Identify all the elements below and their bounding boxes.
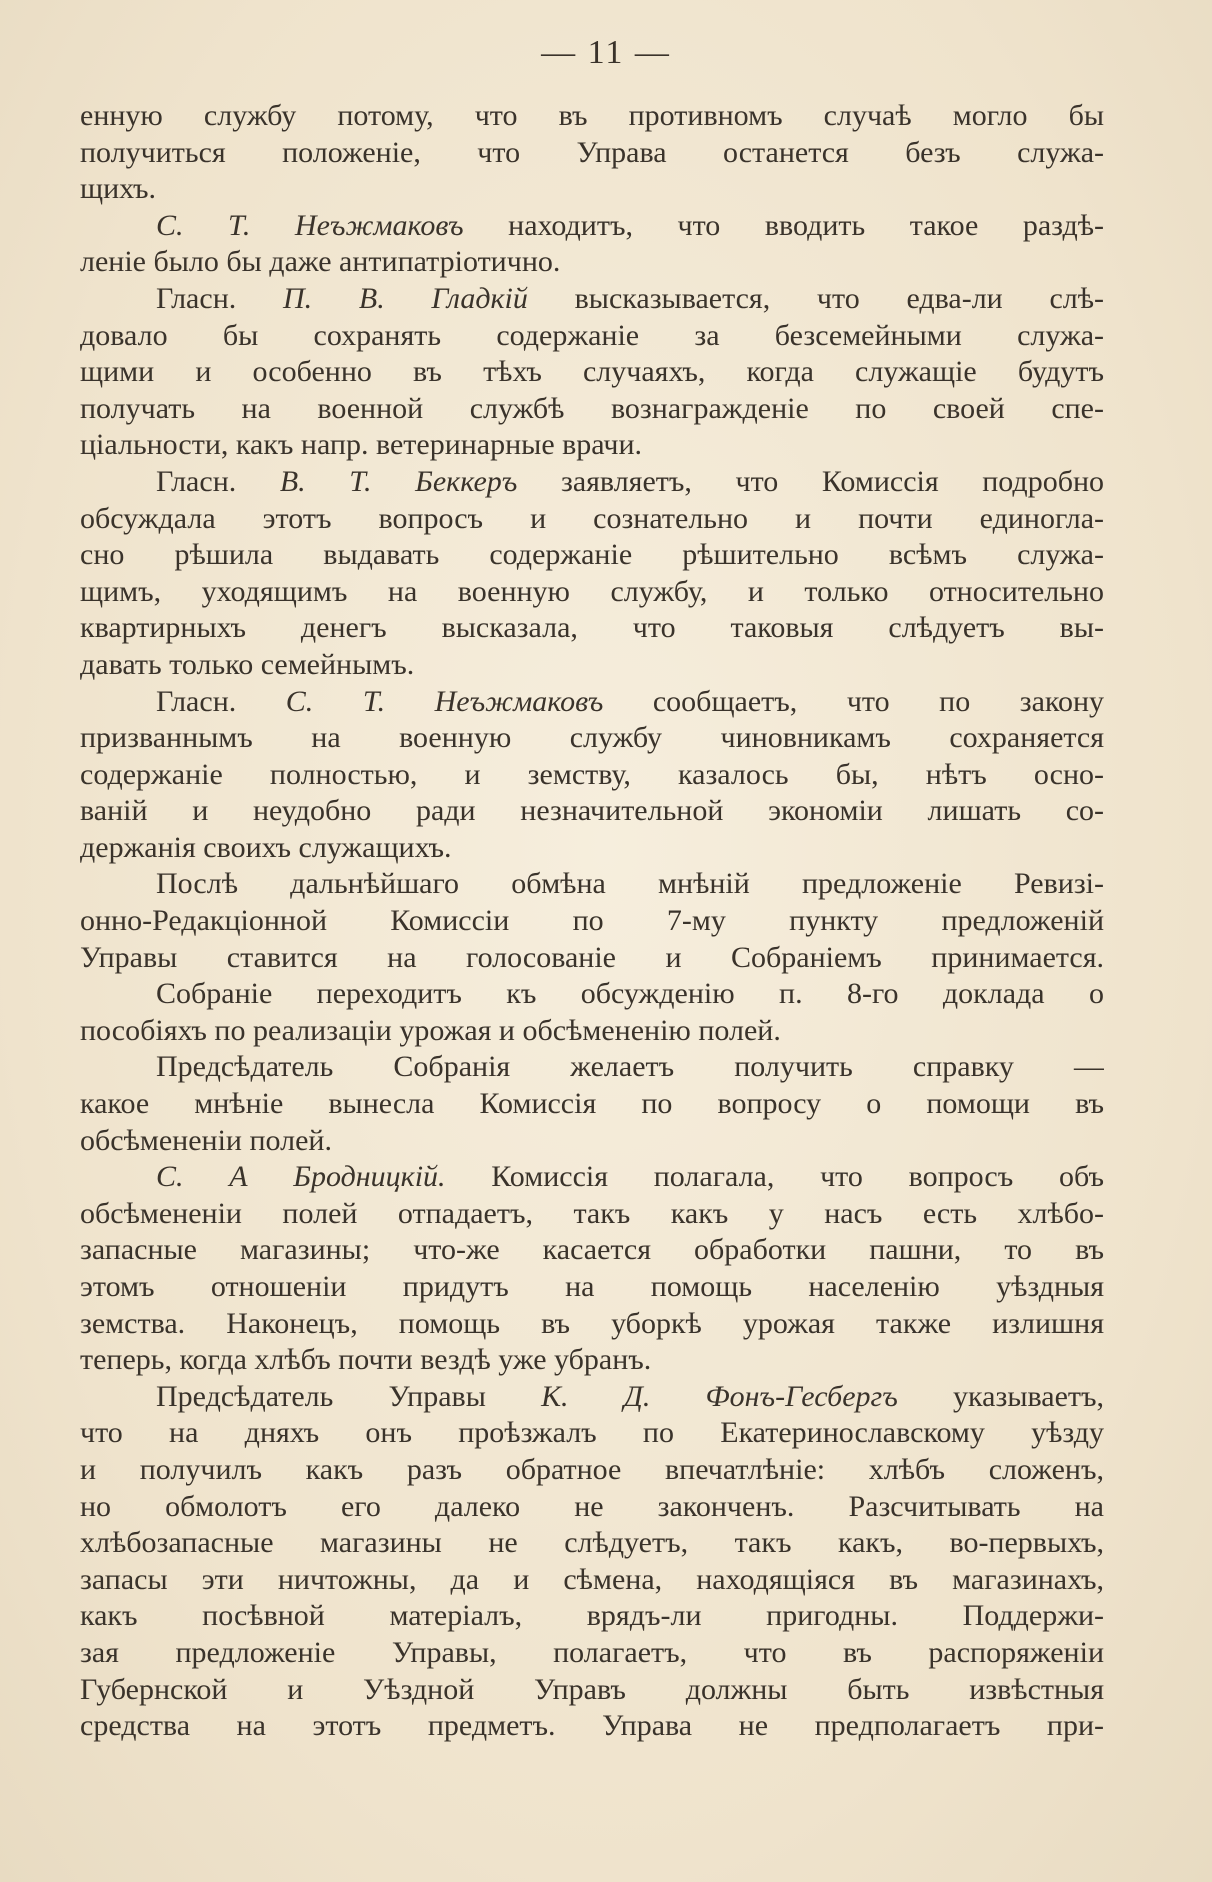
text-line: ваній и неудобно ради незначительной экономіи лишать со- bbox=[80, 794, 1104, 828]
paragraph-start: Предсѣдатель Управы К. Д. Фонъ-Гесбергъ указываетъ, bbox=[156, 1379, 1104, 1413]
text-line: получиться положеніе, что Управа останется безъ служа- bbox=[80, 135, 1104, 169]
speaker-name: Неъжмаковъ bbox=[294, 208, 464, 242]
text-line: призваннымъ на военную службу чиновникамъ сохраняется bbox=[80, 721, 1104, 755]
text-line: но обмолотъ его далеко не законченъ. Разсчитывать на bbox=[80, 1489, 1104, 1523]
paragraph-start: Гласн. В. Т. Беккеръ заявляетъ, что Комиссія подробно bbox=[156, 464, 1104, 498]
text-line: и получилъ какъ разъ обратное впечатлѣніе: хлѣбъ сложенъ, bbox=[80, 1452, 1104, 1486]
text-line: теперь, когда хлѣбъ почти вездѣ уже убранъ. bbox=[80, 1343, 652, 1377]
text-line: обсуждала этотъ вопросъ и сознательно и почти единогла- bbox=[80, 501, 1104, 535]
paragraph-start: Послѣ дальнѣйшаго обмѣна мнѣній предложеніе Ревизі- bbox=[156, 867, 1104, 901]
text-line: обсѣмененіи полей. bbox=[80, 1123, 332, 1157]
text-line: что на дняхъ онъ проѣзжалъ по Екатеринославскому уѣзду bbox=[80, 1416, 1104, 1450]
speaker-name: П. В. Гладкій bbox=[282, 281, 528, 315]
text-line: онно-Редакціонной Комиссіи по 7-му пункту предложеній bbox=[80, 904, 1104, 938]
text-line: запасные магазины; что-же касается обработки пашни, то въ bbox=[80, 1233, 1104, 1267]
text-line: сно рѣшила выдавать содержаніе рѣшительно всѣмъ служа- bbox=[80, 538, 1104, 572]
paragraph-start: Собраніе переходитъ къ обсужденію п. 8-го доклада о bbox=[156, 977, 1104, 1011]
speaker-title: Гласн. bbox=[156, 281, 237, 315]
speaker-name: К. Д. Фонъ-Гесбергъ bbox=[541, 1379, 898, 1413]
paragraph-start: Гласн. С. Т. Неъжмаковъ сообщаетъ, что по закону bbox=[156, 684, 1104, 718]
speaker-title: Гласн. bbox=[156, 684, 237, 718]
text-line: держанія своихъ служащихъ. bbox=[80, 830, 452, 864]
text-line: какъ посѣвной матеріалъ, врядъ-ли пригодны. Поддержи- bbox=[80, 1599, 1104, 1633]
text-line: щими и особенно въ тѣхъ случаяхъ, когда служащіе будутъ bbox=[80, 355, 1104, 389]
text-line: этомъ отношеніи придутъ на помощь населенію уѣздныя bbox=[80, 1270, 1104, 1303]
text-line: хлѣбозапасные магазины не слѣдуетъ, такъ какъ, во-первыхъ, bbox=[80, 1526, 1104, 1560]
text-line: квартирныхъ денегъ высказала, что таковыя слѣдуетъ вы- bbox=[80, 611, 1104, 645]
text-line: содержаніе полностью, и земству, казалось бы, нѣтъ осно- bbox=[80, 757, 1104, 791]
text-line: щихъ. bbox=[80, 172, 157, 206]
text-line: енную службу потому, что въ противномъ случаѣ могло бы bbox=[80, 99, 1104, 132]
text-line: средства на этотъ предметъ. Управа не предполагаетъ при- bbox=[80, 1709, 1104, 1743]
paragraph-start: Предсѣдатель Собранія желаетъ получить справку — bbox=[156, 1050, 1104, 1084]
speaker-name: В. Т. Беккеръ bbox=[279, 464, 518, 498]
text-line: ціальности, какъ напр. ветеринарные врачи. bbox=[80, 428, 643, 462]
text-line: довало бы сохранять содержаніе за безсемейными служа- bbox=[80, 318, 1104, 352]
text-line: запасы эти ничтожны, да и сѣмена, находящіяся въ магазинахъ, bbox=[80, 1562, 1104, 1596]
text-line: обсѣмененіи полей отпадаетъ, такъ какъ у насъ есть хлѣбо- bbox=[80, 1196, 1104, 1230]
speaker-name: С. А Бродницкій. bbox=[156, 1160, 446, 1194]
text-line: леніе было бы даже антипатріотично. bbox=[80, 245, 561, 279]
text-line: какое мнѣніе вынесла Комиссія по вопросу о помощи въ bbox=[80, 1087, 1104, 1121]
text-line: давать только семейнымъ. bbox=[80, 647, 415, 681]
paragraph-start: Гласн. П. В. Гладкій высказывается, что едва-ли слѣ- bbox=[156, 281, 1104, 315]
speaker-title: Предсѣдатель Управы bbox=[156, 1379, 486, 1413]
speaker-title: Гласн. bbox=[156, 464, 237, 498]
paragraph-start: С. Т. Неъжмаковъ находитъ, что вводить такое раздѣ- bbox=[156, 208, 1104, 242]
text-line: пособіяхъ по реализаціи урожая и обсѣмененію полей. bbox=[80, 1013, 781, 1047]
body-text bbox=[80, 98, 1104, 1745]
page-number: — 11 — bbox=[541, 34, 671, 71]
paragraph-start: С. А Бродницкій. Комиссія полагала, что вопросъ объ bbox=[156, 1160, 1104, 1194]
text-line: получать на военной службѣ вознагражденіе по своей спе- bbox=[80, 391, 1104, 425]
text-line: Губернской и Уѣздной Управъ должны быть извѣстныя bbox=[80, 1672, 1104, 1706]
speaker-name: С. Т. bbox=[156, 208, 251, 242]
text-line: зая предложеніе Управы, полагаетъ, что въ распоряженіи bbox=[80, 1635, 1104, 1669]
text-line: щимъ, уходящимъ на военную службу, и только относительно bbox=[80, 574, 1104, 608]
speaker-name: С. Т. Неъжмаковъ bbox=[285, 684, 604, 718]
text-line: земства. Наконецъ, помощь въ уборкѣ урожая также излишня bbox=[80, 1306, 1104, 1340]
text-line: Управы ставится на голосованіе и Собраніемъ принимается. bbox=[80, 940, 1104, 974]
